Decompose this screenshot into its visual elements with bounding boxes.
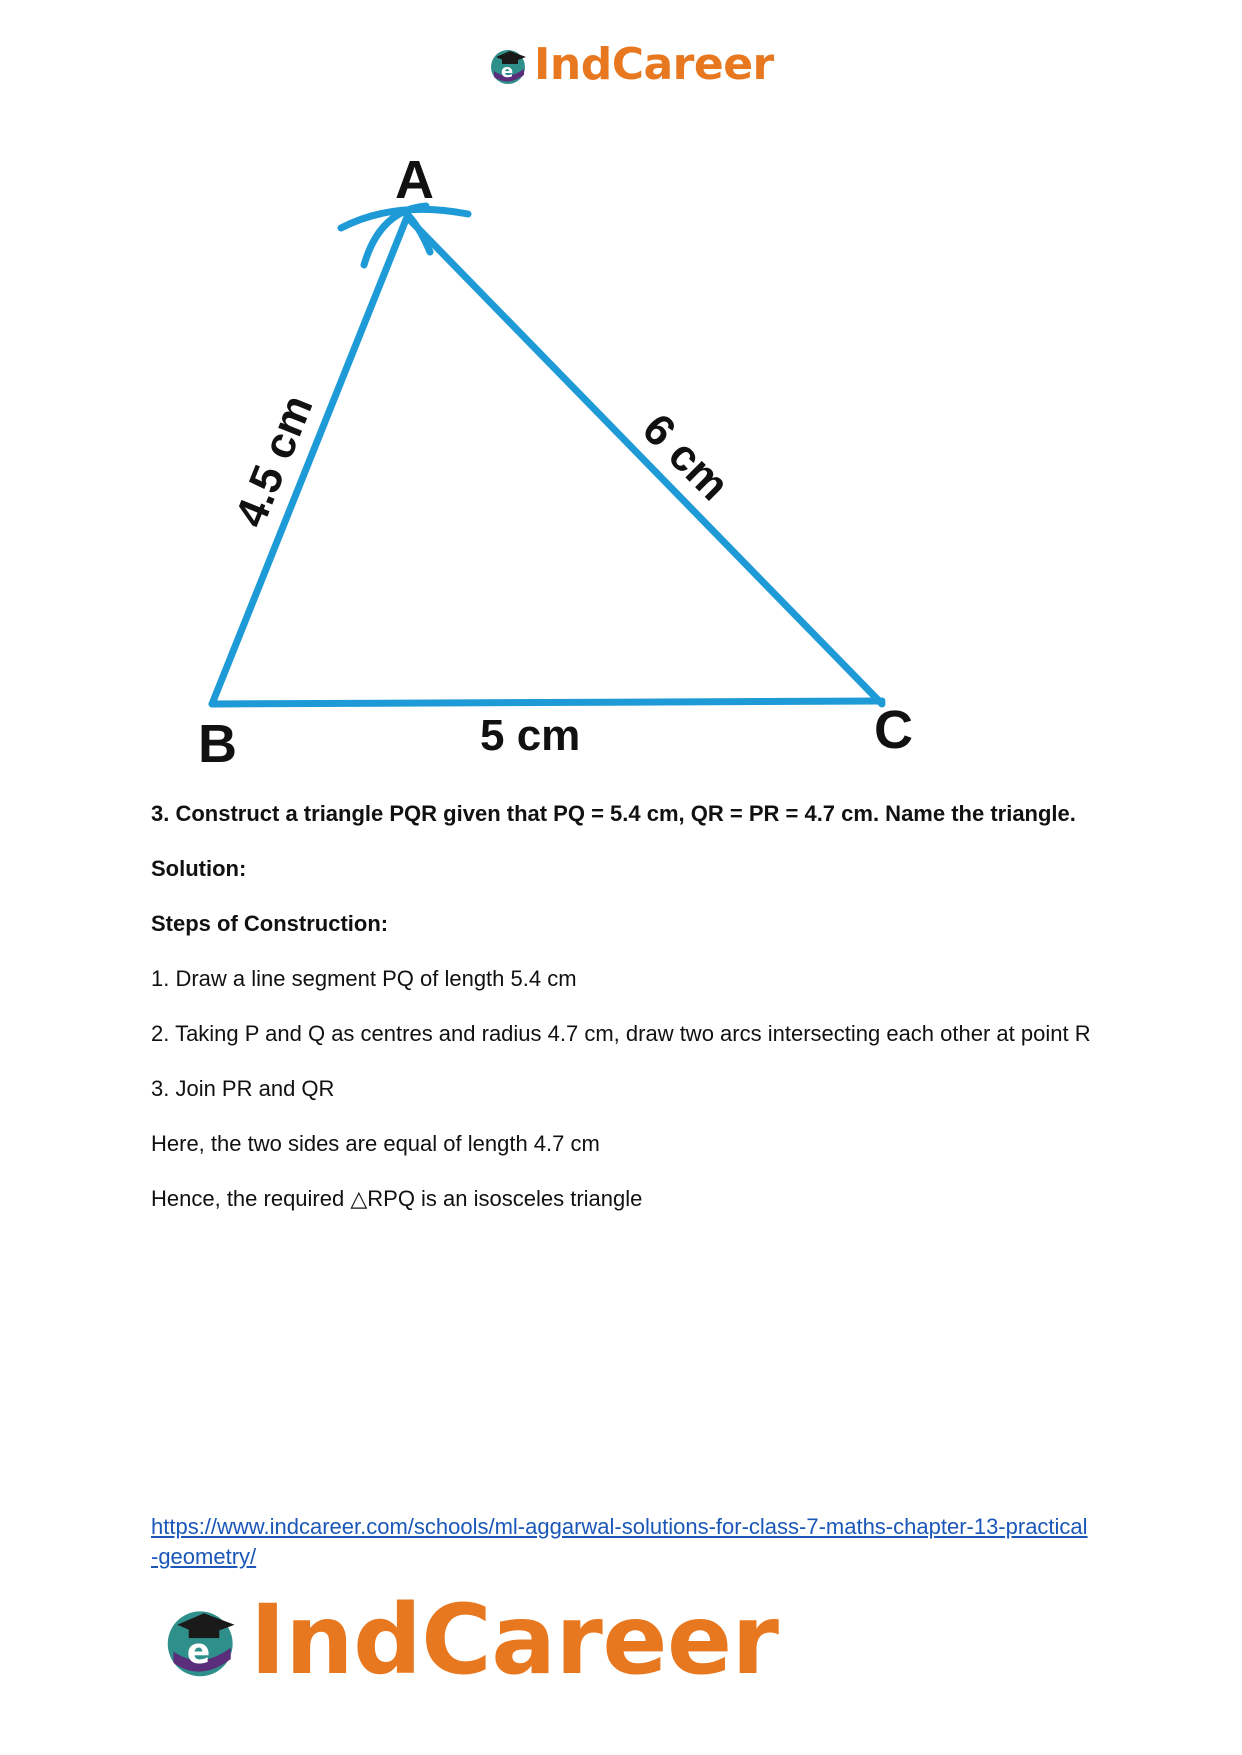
step-2: 2. Taking P and Q as centres and radius 4.7 cm, draw two arcs intersecting each other at point R <box>151 1021 1091 1046</box>
side-ab <box>212 217 407 704</box>
steps-heading: Steps of Construction: <box>151 911 389 936</box>
triangle-abc-figure <box>0 0 1242 780</box>
side-label-ab: 4.5 cm <box>225 388 323 534</box>
side-label-ac: 6 cm <box>632 404 739 510</box>
source-link[interactable]: https://www.indcareer.com/schools/ml-aggarwal-solutions-for-class-7-maths-chapter-13-practical-geometry/ <box>151 1514 1088 1569</box>
logo-wordmark: IndCareer <box>534 39 774 90</box>
svg-text:e: e <box>186 1631 211 1672</box>
svg-text:e: e <box>501 61 514 82</box>
footer-logo <box>162 1585 778 1695</box>
question-text: 3. Construct a triangle PQR given that PQ = 5.4 cm, QR = PR = 4.7 cm. Name the triangle. <box>151 801 1076 826</box>
graduation-globe-icon <box>162 1598 246 1682</box>
solution-content <box>151 798 1091 1238</box>
vertex-label-c: C <box>874 700 913 760</box>
logo-wordmark: IndCareer <box>250 1584 779 1696</box>
solution-label: Solution: <box>151 856 247 881</box>
side-ac <box>407 217 882 704</box>
conclusion-text: Hence, the required △RPQ is an isosceles triangle <box>151 1186 643 1211</box>
vertex-label-a: A <box>395 150 434 210</box>
side-bc <box>212 701 882 704</box>
step-1: 1. Draw a line segment PQ of length 5.4 cm <box>151 966 577 991</box>
vertex-label-b: B <box>198 714 237 774</box>
step-3: 3. Join PR and QR <box>151 1076 335 1101</box>
note-text: Here, the two sides are equal of length 4.7 cm <box>151 1131 600 1156</box>
side-label-bc: 5 cm <box>480 711 581 760</box>
